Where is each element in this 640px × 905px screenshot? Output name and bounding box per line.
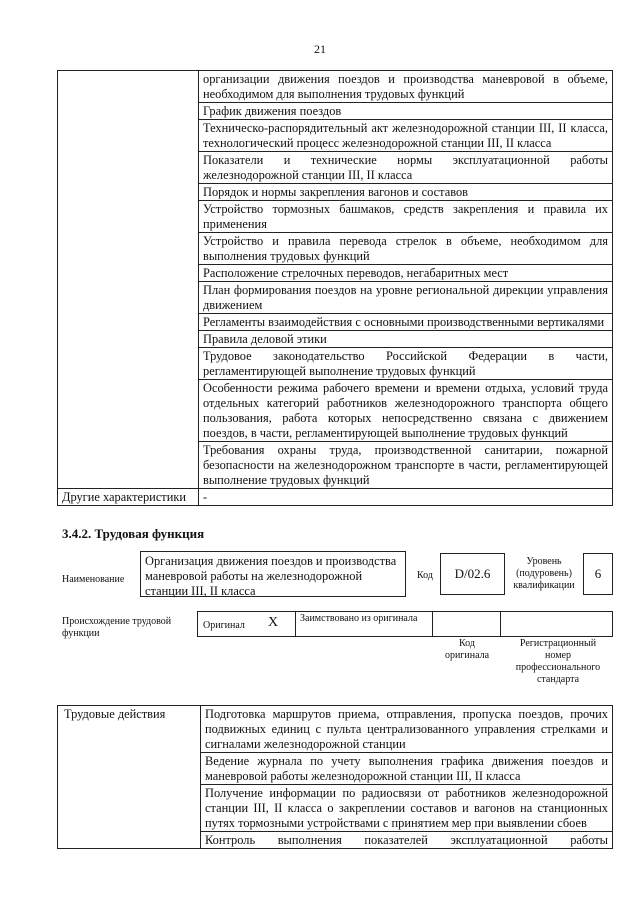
table-row: Техническо-распорядительный акт железнодорожной станции III, II класса, технологический процесс железнодорожной станции III, II класса: [199, 120, 613, 152]
borrowed-label: Заимствовано из оригинала: [300, 613, 418, 624]
table-row: Расположение стрелочных переводов, негабаритных мест: [199, 265, 613, 282]
table-row: Правила деловой этики: [199, 331, 613, 348]
table-row: Получение информации по радиосвязи от работников железнодорожной станции III, II класса о закреплении составов и вагонов на станционных путях тормозными устройствами с принятием мер при выявлении сбоев: [201, 785, 613, 832]
origin-divider: [500, 611, 502, 637]
level-label: Уровень (подуровень) квалификации: [513, 556, 575, 591]
page-number: 21: [314, 42, 326, 56]
table-row: Порядок и нормы закрепления вагонов и составов: [199, 184, 613, 201]
table-row: организации движения поездов и производства маневровой в объеме, необходимом для выполнения трудовых функций: [199, 71, 613, 103]
other-characteristics-label: Другие характеристики: [58, 489, 199, 506]
table-row: Устройство и правила перевода стрелок в объеме, необходимом для выполнения трудовых функций: [199, 233, 613, 265]
table-row: Особенности режима рабочего времени и времени отдыха, условий труда отдельных категорий работников железнодорожного транспорта общего пользования, работа которых непосредственно связана с движением поездов, в части, регламентирующей выполнение трудовых функций: [199, 380, 613, 442]
actions-label: Трудовые действия: [58, 706, 201, 849]
table-row: Устройство тормозных башмаков, средств закрепления и правила их применения: [199, 201, 613, 233]
empty-label-cell: [58, 71, 199, 489]
table-row: План формирования поездов на уровне региональной дирекции управления движением: [199, 282, 613, 314]
table-row: Регламенты взаимодействия с основными производственными вертикалями: [199, 314, 613, 331]
orig-code-label: Код оригинала: [444, 638, 490, 661]
table-row: Требования охраны труда, производственной санитарии, пожарной безопасности на железнодорожном транспорте в части, регламентирующей выполнение трудовых функций: [199, 442, 613, 489]
table-row: Подготовка маршрутов приема, отправления, пропуска поездов, прочих подвижных единиц с пульта централизованного управления стрелками и сигналами железнодорожной станции: [201, 706, 613, 753]
section-heading: 3.4.2. Трудовая функция: [62, 526, 205, 541]
origin-divider: [295, 611, 297, 637]
knowledge-table: [57, 70, 613, 506]
code-label: Код: [417, 570, 433, 581]
table-row: Трудовое законодательство Российской Федерации в части, регламентирующей выполнение трудовых функций: [199, 348, 613, 380]
actions-table: [57, 705, 613, 849]
origin-label: Происхождение трудовой функции: [62, 616, 172, 639]
table-row: Показатели и технические нормы эксплуатационной работы железнодорожной станции III, II класса: [199, 152, 613, 184]
level-value-box: 6: [583, 553, 613, 595]
function-name-box: Организация движения поездов и производства маневровой работы на железнодорожной станции III, II класса: [140, 551, 406, 597]
origin-divider: [432, 611, 434, 637]
table-row: График движения поездов: [199, 103, 613, 120]
table-row: Контроль выполнения показателей эксплуатационной работы: [201, 832, 613, 849]
original-mark: X: [268, 615, 279, 630]
table-row: Ведение журнала по учету выполнения графика движения поездов и маневровой работы железнодорожной станции III, II класса: [201, 753, 613, 785]
reg-number-label: Регистрационный номер профессионального стандарта: [515, 638, 601, 685]
name-label: Наименование: [62, 574, 125, 585]
original-label: Оригинал: [203, 620, 245, 631]
code-value-box: D/02.6: [440, 553, 505, 595]
actions-table-wrapper: [57, 705, 613, 905]
other-characteristics-value: -: [199, 489, 613, 506]
